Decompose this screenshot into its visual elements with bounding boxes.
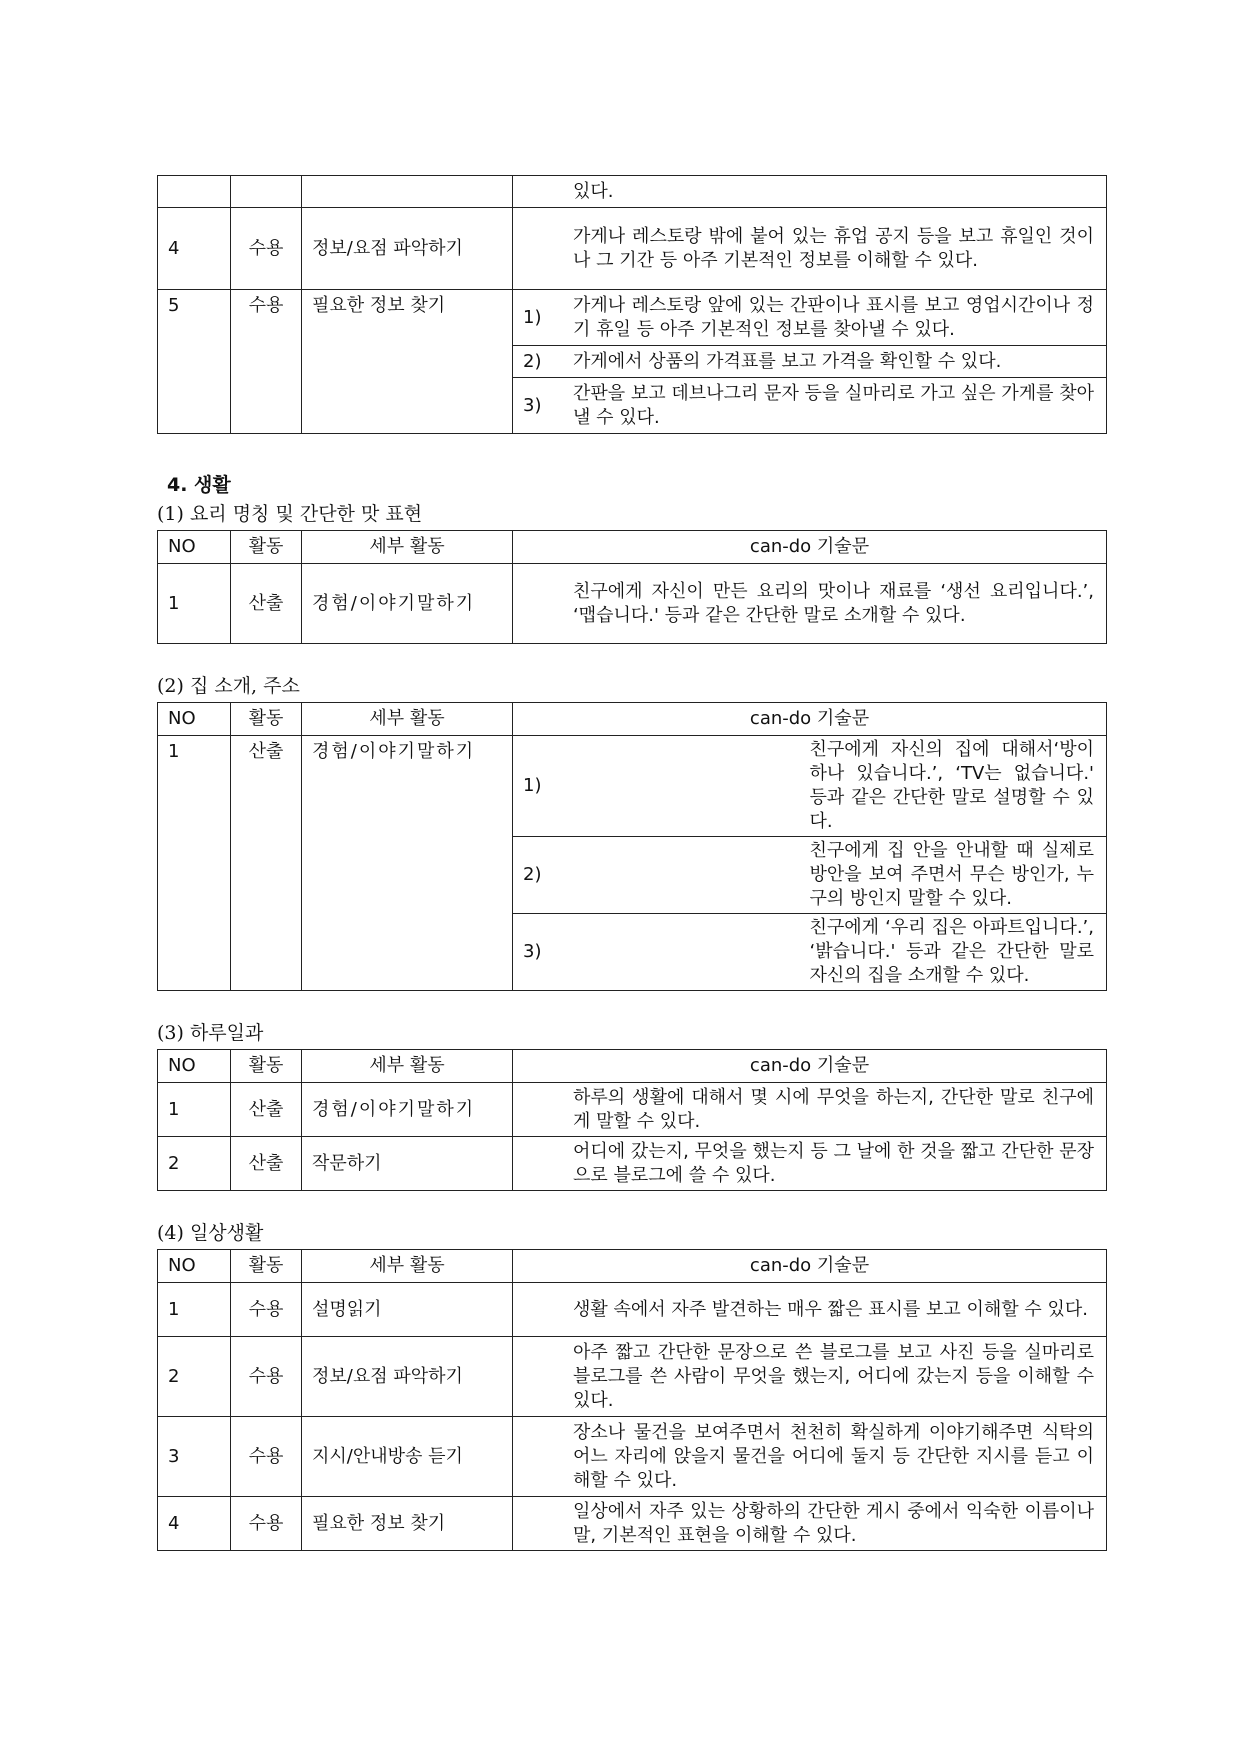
table-row: 1 산출 경험/이야기말하기 친구에게 자신이 만든 요리의 맛이나 재료를 ‘생선 요리입니다.’, ‘맵습니다.' 등과 같은 간단한 말로 소개할 수 있다. (158, 564, 1107, 644)
cando-text: 친구에게 ‘우리 집은 아파트입니다.’, ‘밝습니다.' 등과 같은 간단한 말로 자신의 집을 소개할 수 있다. (810, 914, 1107, 991)
table-row: 1 수용 설명읽기 생활 속에서 자주 발견하는 매우 짧은 표시를 보고 이해할 수 있다. (158, 1283, 1107, 1337)
table-row: 2 수용 정보/요점 파악하기 아주 짧고 간단한 문장으로 쓴 블로그를 보고 사진 등을 실마리로 블로그를 쓴 사람이 무엇을 했는지, 어디에 갔는지 등을 이해할 수 있다. (158, 1337, 1107, 1417)
table-header-row: NO 활동 세부 활동 can-do 기술문 (158, 531, 1107, 564)
table-house (157, 702, 1107, 991)
cando-text: 하루의 생활에 대해서 몇 시에 무엇을 하는지, 간단한 말로 친구에게 말할 수 있다. (513, 1083, 1107, 1137)
cando-text: 친구에게 자신의 집에 대해서‘방이 하나 있습니다.’, ‘TV는 없습니다.' 등과 같은 간단한 말로 설명할 수 있다. (810, 736, 1107, 837)
cando-text: 아주 짧고 간단한 문장으로 쓴 블로그를 보고 사진 등을 실마리로 블로그를 쓴 사람이 무엇을 했는지, 어디에 갔는지 등을 이해할 수 있다. (513, 1337, 1107, 1417)
subsection-title: (1) 요리 명칭 및 간단한 맛 표현 (157, 503, 423, 525)
table-cooking (157, 530, 1107, 644)
row-detail: 정보/요점 파악하기 (302, 208, 513, 290)
cando-text: 어디에 갔는지, 무엇을 했는지 등 그 날에 한 것을 짧고 간단한 문장으로 블로그에 쓸 수 있다. (513, 1137, 1107, 1191)
cando-text: 생활 속에서 자주 발견하는 매우 짧은 표시를 보고 이해할 수 있다. (513, 1283, 1107, 1337)
row-detail: 필요한 정보 찾기 (302, 290, 513, 434)
cando-text: 가게나 레스토랑 앞에 있는 간판이나 표시를 보고 영업시간이나 정기 휴일 등 아주 기본적인 정보를 찾아낼 수 있다. (573, 290, 1107, 346)
cando-text: 일상에서 자주 있는 상황하의 간단한 게시 중에서 익숙한 이름이나 말, 기본적인 표현을 이해할 수 있다. (513, 1497, 1107, 1551)
table-row: 2 산출 작문하기 어디에 갔는지, 무엇을 했는지 등 그 날에 한 것을 짧고 간단한 문장으로 블로그에 쓸 수 있다. (158, 1137, 1107, 1191)
item-number: 2) (513, 837, 810, 914)
cando-text: 장소나 물건을 보여주면서 천천히 확실하게 이야기해주면 식탁의 어느 자리에 앉을지 물건을 어디에 둘지 등 간단한 지시를 듣고 이해할 수 있다. (513, 1417, 1107, 1497)
row-no: 5 (158, 290, 231, 434)
cando-text: 간판을 보고 데브나그리 문자 등을 실마리로 가고 싶은 가게를 찾아낼 수 있다. (573, 378, 1107, 434)
table-header-row: NO 활동 세부 활동 can-do 기술문 (158, 703, 1107, 736)
cando-text: 가게에서 상품의 가격표를 보고 가격을 확인할 수 있다. (573, 346, 1107, 378)
row-activity: 수용 (231, 290, 302, 434)
cando-text: 있다. (573, 176, 1107, 208)
table-header-row: NO 활동 세부 활동 can-do 기술문 (158, 1050, 1107, 1083)
table-continued (157, 175, 1107, 434)
item-number: 1) (513, 736, 810, 837)
table-row: 3 수용 지시/안내방송 듣기 장소나 물건을 보여주면서 천천히 확실하게 이야기해주면 식탁의 어느 자리에 앉을지 물건을 어디에 둘지 등 간단한 지시를 듣고 이해할 수 있다. (158, 1417, 1107, 1497)
table-row: 4 수용 필요한 정보 찾기 일상에서 자주 있는 상황하의 간단한 게시 중에서 익숙한 이름이나 말, 기본적인 표현을 이해할 수 있다. (158, 1497, 1107, 1551)
table-header-row: NO 활동 세부 활동 can-do 기술문 (158, 1250, 1107, 1283)
document-page (157, 175, 1107, 1551)
item-number: 1) (513, 290, 574, 346)
item-number: 2) (513, 346, 574, 378)
section-title: 4. 생활 (167, 474, 231, 496)
item-number: 3) (513, 914, 810, 991)
table-row (158, 208, 1107, 290)
table-row (158, 290, 1107, 346)
cando-text: 친구에게 집 안을 안내할 때 실제로 방안을 보여 주면서 무슨 방인가, 누구의 방인지 말할 수 있다. (810, 837, 1107, 914)
row-activity: 수용 (231, 208, 302, 290)
subsection-title: (2) 집 소개, 주소 (157, 675, 300, 697)
table-everyday-life (157, 1249, 1107, 1551)
table-row: 1 산출 경험/이야기말하기 하루의 생활에 대해서 몇 시에 무엇을 하는지, 간단한 말로 친구에게 말할 수 있다. (158, 1083, 1107, 1137)
item-number: 3) (513, 378, 574, 434)
table-row (158, 176, 1107, 208)
cando-text: 가게나 레스토랑 밖에 붙어 있는 휴업 공지 등을 보고 휴일인 것이나 그 기간 등 아주 기본적인 정보를 이해할 수 있다. (573, 208, 1107, 290)
subsection-title: (3) 하루일과 (157, 1022, 264, 1044)
row-no: 4 (158, 208, 231, 290)
table-daily-routine (157, 1049, 1107, 1191)
table-row: 1 산출 경험/이야기말하기 1) 친구에게 자신의 집에 대해서‘방이 하나 있습니다.’, ‘TV는 없습니다.' 등과 같은 간단한 말로 설명할 수 있다. (158, 736, 1107, 837)
cando-text: 친구에게 자신이 만든 요리의 맛이나 재료를 ‘생선 요리입니다.’, ‘맵습니다.' 등과 같은 간단한 말로 소개할 수 있다. (513, 564, 1107, 644)
subsection-title: (4) 일상생활 (157, 1222, 264, 1244)
